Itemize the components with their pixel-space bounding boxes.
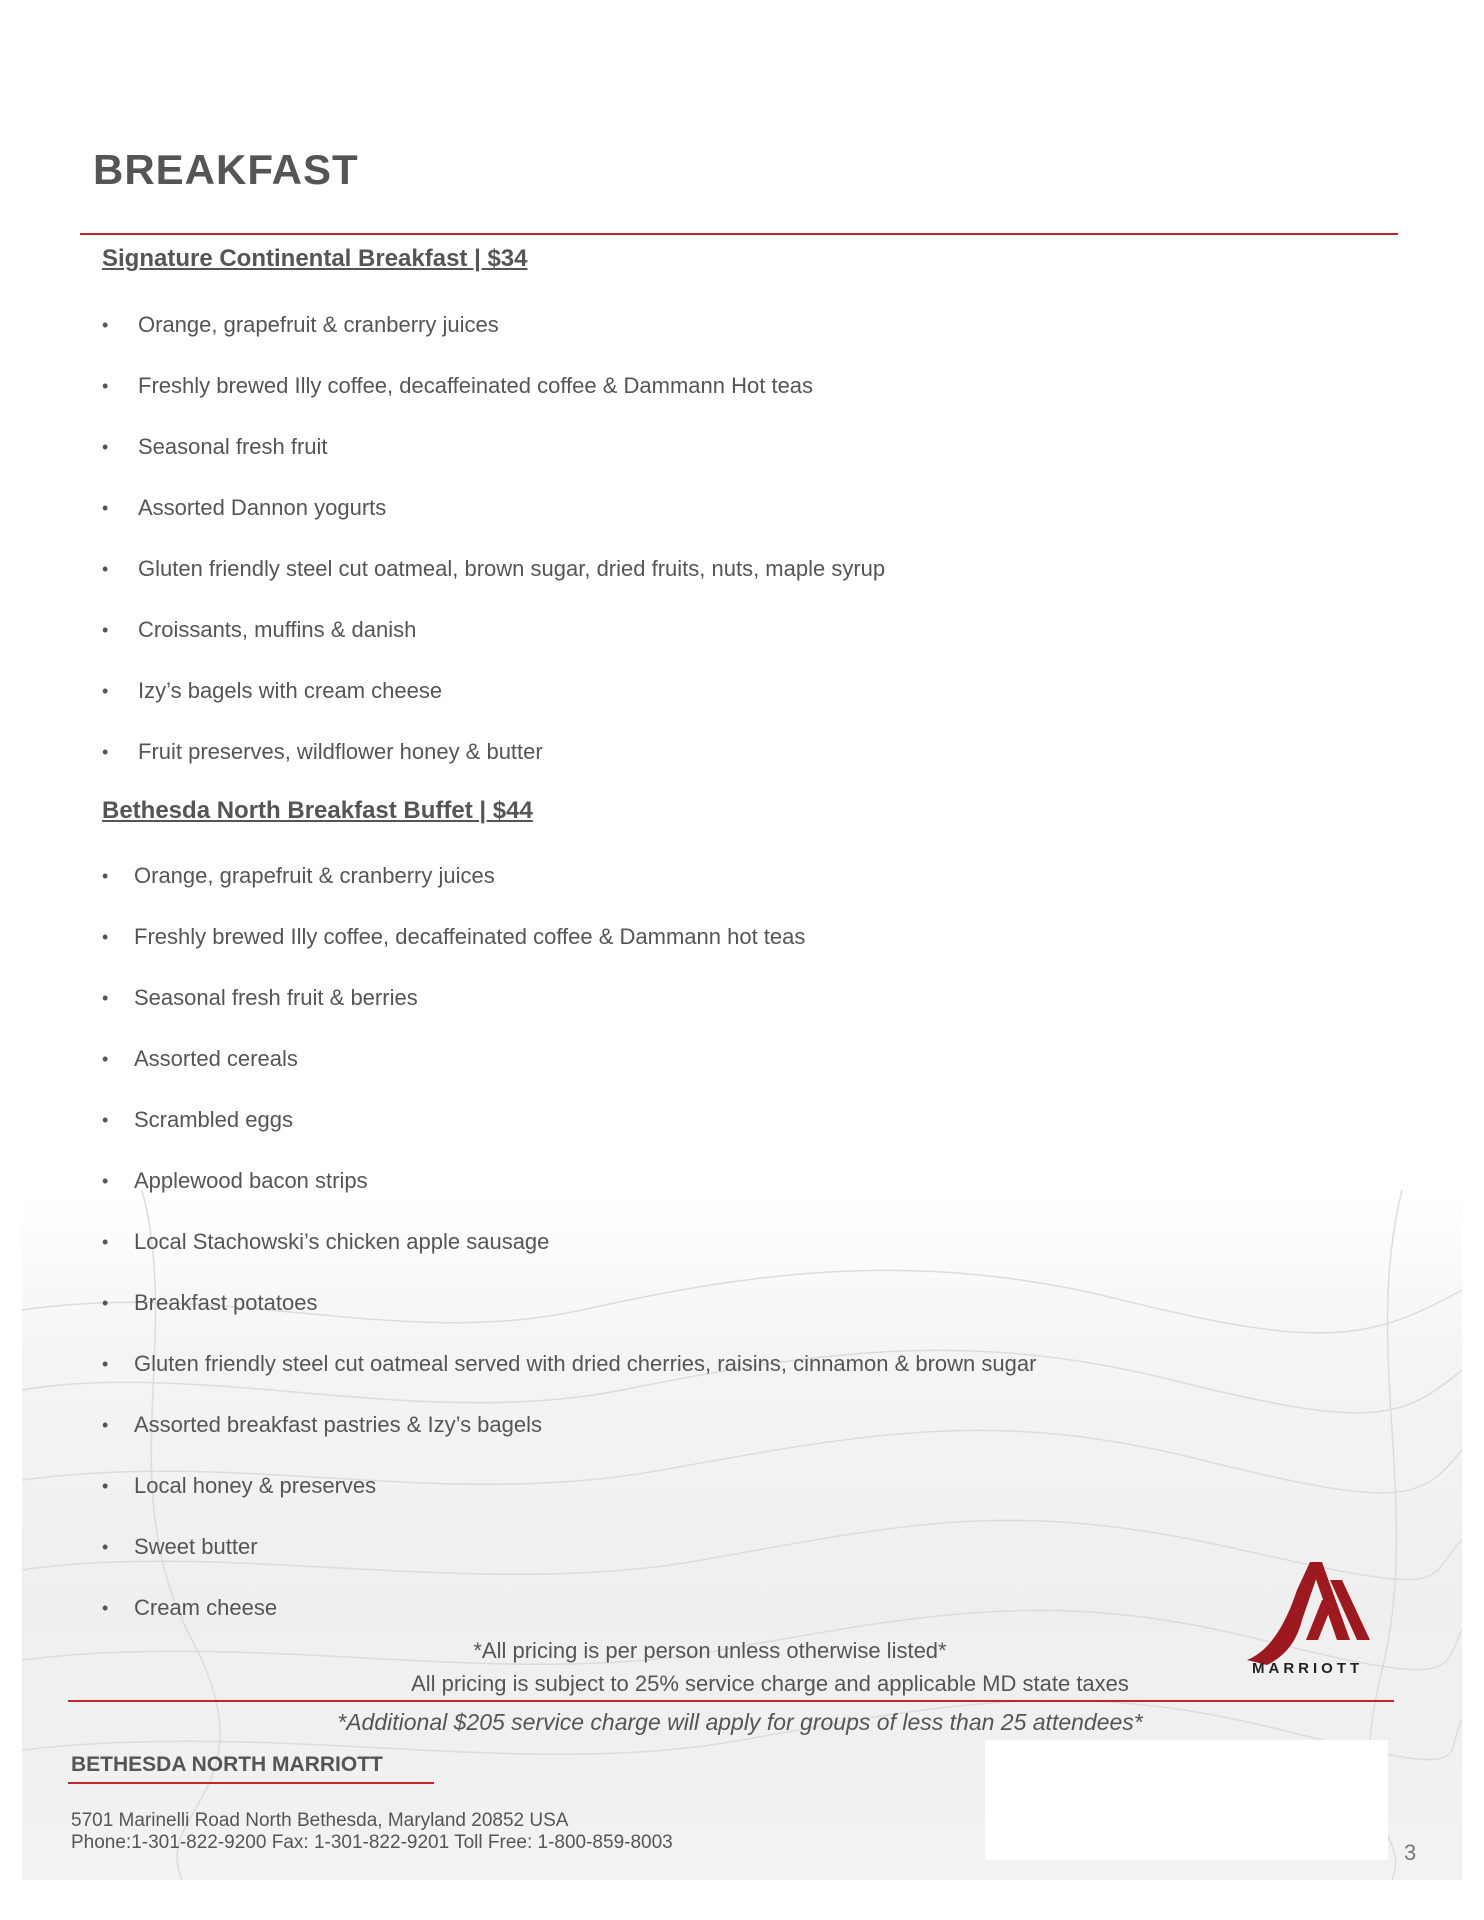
list-item-text: Freshly brewed Illy coffee, decaffeinated coffee & Dammann Hot teas	[138, 373, 814, 398]
list-item-text: Assorted cereals	[134, 1046, 298, 1071]
header-divider	[80, 233, 1398, 235]
section-heading-continental: Signature Continental Breakfast | $34	[102, 245, 528, 272]
list-item-text: Orange, grapefruit & cranberry juices	[138, 312, 499, 337]
bullet-icon: •	[102, 1232, 109, 1252]
bullet-icon: •	[102, 1415, 109, 1435]
per-person-note: *All pricing is per person unless otherwise listed*	[473, 1638, 947, 1663]
bullet-icon: •	[102, 315, 109, 335]
bullet-icon: •	[102, 1354, 109, 1374]
list-item-text: Seasonal fresh fruit & berries	[134, 985, 418, 1010]
list-item-text: Breakfast potatoes	[134, 1290, 318, 1315]
page-title: BREAKFAST	[93, 146, 359, 193]
list-item-text: Fruit preserves, wildflower honey & butter	[138, 739, 543, 764]
bullet-icon: •	[102, 620, 109, 640]
bullet-icon: •	[102, 866, 109, 886]
bullet-icon: •	[102, 927, 109, 947]
bullet-icon: •	[102, 988, 109, 1008]
list-item-text: Local Stachowski’s chicken apple sausage	[134, 1229, 550, 1254]
hotel-name: BETHESDA NORTH MARRIOTT	[71, 1753, 383, 1776]
additional-charge-note: *Additional $205 service charge will apply for groups of less than 25 attendees*	[337, 1709, 1143, 1735]
page-number: 3	[1404, 1840, 1417, 1865]
bullet-icon: •	[102, 1598, 109, 1618]
list-item-text: Izy’s bagels with cream cheese	[138, 678, 443, 703]
list-item-text: Freshly brewed Illy coffee, decaffeinated coffee & Dammann hot teas	[134, 924, 806, 949]
contact-numbers: Phone:1-301-822-9200 Fax: 1-301-822-9201 Toll Free: 1-800-859-8003	[71, 1832, 673, 1853]
list-item-text: Gluten friendly steel cut oatmeal served with dried cherries, raisins, cinnamon & brown sugar	[134, 1351, 1037, 1376]
list-item-text: Cream cheese	[134, 1595, 278, 1620]
bullet-icon: •	[102, 681, 109, 701]
hotel-name-underline	[68, 1782, 434, 1784]
bullet-icon: •	[102, 376, 109, 396]
list-item-text: Orange, grapefruit & cranberry juices	[134, 863, 495, 888]
address-block	[71, 1810, 673, 1854]
bullet-icon: •	[102, 1476, 109, 1496]
street-address: 5701 Marinelli Road North Bethesda, Maryland 20852 USA	[71, 1810, 569, 1831]
list-item-text: Applewood bacon strips	[134, 1168, 368, 1193]
blank-panel	[985, 1740, 1388, 1860]
list-item-text: Assorted breakfast pastries & Izy’s bagels	[134, 1412, 543, 1437]
section-heading-buffet: Bethesda North Breakfast Buffet | $44	[102, 797, 533, 824]
list-item-text: Gluten friendly steel cut oatmeal, brown sugar, dried fruits, nuts, maple syrup	[138, 556, 886, 581]
list-item-text: Croissants, muffins & danish	[138, 617, 417, 642]
footer-divider	[68, 1700, 1394, 1702]
bullet-icon: •	[102, 498, 109, 518]
bullet-icon: •	[102, 1049, 109, 1069]
list-item-text: Sweet butter	[134, 1534, 258, 1559]
list-item-text: Assorted Dannon yogurts	[138, 495, 387, 520]
list-item-text: Seasonal fresh fruit	[138, 434, 328, 459]
list-item-text: Local honey & preserves	[134, 1473, 377, 1498]
bullet-icon: •	[102, 1293, 109, 1313]
bullet-icon: •	[102, 559, 109, 579]
bullet-icon: •	[102, 742, 109, 762]
list-item-text: Scrambled eggs	[134, 1107, 293, 1132]
bullet-icon: •	[102, 1171, 109, 1191]
service-charge-note: All pricing is subject to 25% service charge and applicable MD state taxes	[411, 1671, 1129, 1696]
bullet-icon: •	[102, 1537, 109, 1557]
bullet-icon: •	[102, 437, 109, 457]
bullet-icon: •	[102, 1110, 109, 1130]
marriott-wordmark: MARRIOTT	[1252, 1660, 1364, 1677]
